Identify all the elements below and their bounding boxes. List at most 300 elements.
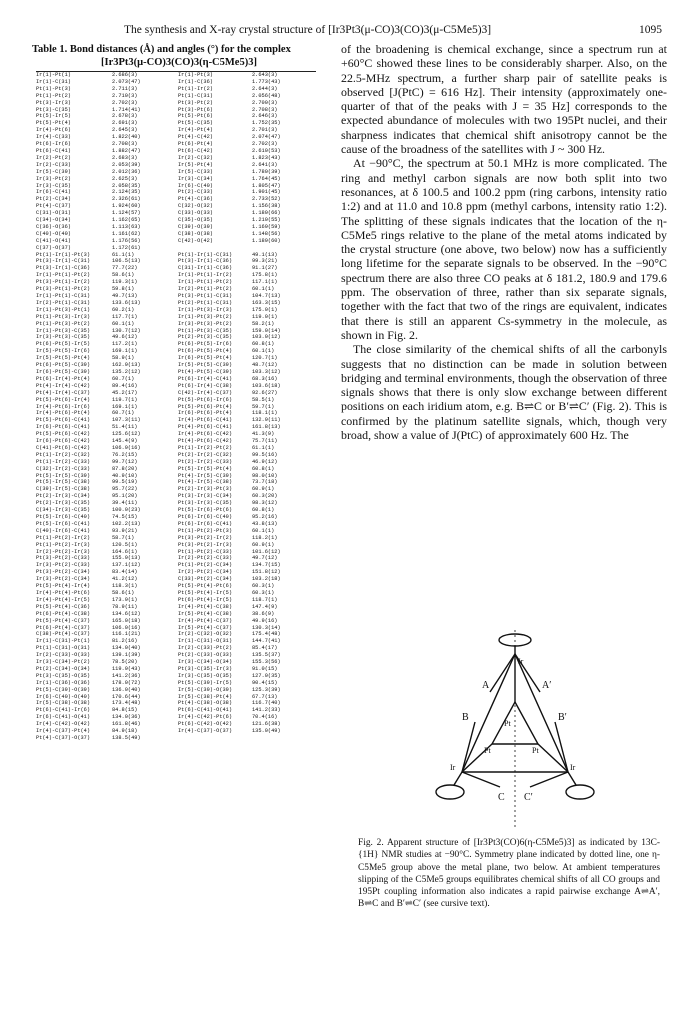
table-cell: Ir(2)-C(32)-O(32) bbox=[178, 631, 233, 638]
table-cell: 48.7(12) bbox=[252, 362, 278, 369]
bond-distance-rows bbox=[36, 72, 318, 252]
table-cell: 159.0(14) bbox=[252, 327, 281, 334]
table-cell: Pt(6)-Pt(5)-Ir(5) bbox=[36, 341, 91, 348]
table-cell: 60.7(1) bbox=[112, 410, 135, 417]
table-cell: 117.2(1) bbox=[112, 341, 138, 348]
label-a-prime: A′ bbox=[542, 680, 552, 691]
table-cell: Ir(3)-Pt(2)-C(33) bbox=[36, 562, 91, 569]
table-cell: Ir(3)-C(34)-O(34) bbox=[178, 659, 233, 666]
table-cell: 144.7(41) bbox=[252, 638, 281, 645]
table-cell: 59.7(1) bbox=[252, 403, 275, 410]
angle-table-row bbox=[36, 355, 318, 362]
table-cell: Pt(6)-Pt(4) bbox=[178, 141, 213, 148]
table-cell: 141.2(33) bbox=[252, 707, 281, 714]
table-cell: 120.5(1) bbox=[112, 541, 138, 548]
table-cell: Pt(5)-Ir(6)-C(41) bbox=[36, 520, 91, 527]
table-cell: Ir(1)-Pt(3) bbox=[178, 72, 213, 78]
angle-table-row bbox=[36, 341, 318, 348]
table-cell bbox=[252, 735, 318, 742]
table-cell: 117.1(1) bbox=[252, 279, 278, 286]
label-ir-2: Ir bbox=[450, 763, 456, 772]
table-cell: Pt(1)-Ir(2)-C(33) bbox=[36, 458, 91, 465]
table-cell: Pt(5)-Ir(5) bbox=[36, 113, 71, 120]
table-cell: 90.4(15) bbox=[252, 679, 278, 686]
table-cell: 1.162(65) bbox=[112, 217, 141, 224]
table-cell: Ir(1)-Pt(1)-Ir(2) bbox=[178, 272, 233, 279]
table-cell: Pt(4)-C(37)-O(37) bbox=[36, 735, 91, 741]
figure-2-structure bbox=[420, 622, 610, 832]
label-pt-1: Pt bbox=[504, 719, 511, 728]
table-cell: Ir(2)-Pt(2)-C(33) bbox=[178, 555, 233, 562]
table-cell: 78.9(11) bbox=[112, 603, 138, 610]
angle-table-row bbox=[36, 272, 318, 279]
table-cell: 2.641(3) bbox=[252, 161, 278, 168]
angle-table-row bbox=[36, 611, 318, 618]
table-cell: 68.3(16) bbox=[252, 375, 278, 382]
distance-table-row bbox=[36, 120, 318, 127]
angle-table-row bbox=[36, 417, 318, 424]
table-cell: 1.210(55) bbox=[252, 217, 281, 224]
angle-table-row bbox=[36, 638, 318, 645]
table-cell: Pt(2)-C(34)-O(34) bbox=[36, 665, 91, 672]
table-cell: 91.0(15) bbox=[252, 665, 278, 672]
table-cell: Pt(5)-Ir(6)-C(40) bbox=[36, 514, 91, 520]
angle-table-row bbox=[36, 631, 318, 638]
table-cell: Ir(5)-C(38)-O(38) bbox=[36, 700, 91, 707]
angle-table-row bbox=[36, 604, 318, 611]
table-cell: 119.9(43) bbox=[112, 665, 141, 672]
table-cell: 49.6(12) bbox=[112, 334, 138, 341]
angle-table-row bbox=[36, 576, 318, 583]
table-cell: 91.1(27) bbox=[252, 265, 278, 272]
table-cell: 76.2(15) bbox=[112, 451, 138, 458]
angle-table-row bbox=[36, 376, 318, 383]
table-cell: Ir(6)-C(40) bbox=[178, 182, 213, 189]
table-cell: Pt(5)-Pt(6) bbox=[178, 113, 213, 120]
table-cell: 83.4(14) bbox=[112, 569, 138, 576]
table-cell: 103.3(12) bbox=[252, 368, 281, 375]
table-cell: Pt(5)-Pt(6)-Ir(4) bbox=[36, 396, 91, 403]
table-cell: Pt(5)-Pt(6)-C(41) bbox=[36, 417, 91, 424]
table-cell: 1.714(41) bbox=[112, 106, 141, 113]
table-cell: Pt(6)-Pt(4)-C(38) bbox=[36, 610, 91, 617]
table-cell: 165.0(18) bbox=[112, 617, 141, 624]
angle-table-row bbox=[36, 555, 318, 562]
table-cell: Ir(6)-Pt(5)-Pt(4) bbox=[178, 355, 233, 362]
table-cell: Pt(5)-Pt(4)-Ir(4) bbox=[36, 583, 91, 590]
table-cell: C(32)-Ir(2)-C(33) bbox=[36, 465, 91, 472]
table-cell: Ir(4)-Pt(4)-Ir(5) bbox=[36, 596, 91, 603]
table-cell: Ir(5)-Pt(5)-Pt(4) bbox=[36, 355, 91, 362]
angle-table-row bbox=[36, 528, 318, 535]
angle-table-row bbox=[36, 431, 318, 438]
table-cell: 99.5(19) bbox=[112, 479, 138, 486]
table-cell: C(37)-O(37) bbox=[36, 244, 71, 251]
angle-table-row bbox=[36, 652, 318, 659]
table-cell: 38.6(9) bbox=[252, 610, 275, 617]
table-cell: Pt(6)-C(42)-O(42) bbox=[178, 721, 233, 728]
table-cell: 67.7(13) bbox=[252, 693, 278, 700]
table-cell: 1.124(57) bbox=[112, 210, 141, 217]
table-cell: 1.172(61) bbox=[112, 244, 141, 251]
table-cell: Pt(1)-Ir(1)-Pt(3) bbox=[36, 251, 91, 258]
angle-table-row bbox=[36, 466, 318, 473]
table-cell: Pt(3)-Ir(3)-C(35) bbox=[178, 500, 233, 507]
table-cell: Pt(5)-Pt(4)-C(36) bbox=[36, 603, 91, 610]
angle-table-row bbox=[36, 328, 318, 335]
table-cell: Pt(3)-Pt(2)-C(34) bbox=[36, 569, 91, 576]
table-cell: 89.4(16) bbox=[112, 382, 138, 389]
table-cell: 175.4(48) bbox=[252, 631, 281, 638]
table-cell: 173.4(48) bbox=[112, 700, 141, 707]
angle-table-row bbox=[36, 459, 318, 466]
angle-table-row bbox=[36, 265, 318, 272]
table-cell: 60.8(1) bbox=[252, 341, 275, 348]
table-cell: Pt(1)-Pt(3)-C(35) bbox=[178, 327, 233, 334]
table-cell: 2.710(3) bbox=[112, 92, 138, 99]
table-cell: 60.7(1) bbox=[112, 375, 135, 382]
table-cell: 161.8(46) bbox=[112, 721, 141, 728]
table-cell: Pt(6)-Ir(6) bbox=[36, 141, 71, 148]
table-cell: Ir(6)-Pt(6)-C(42) bbox=[36, 438, 91, 445]
distance-table-row bbox=[36, 127, 318, 134]
table-cell: 2.124(35) bbox=[112, 189, 141, 196]
angle-table-row bbox=[36, 383, 318, 390]
table-cell: C(34)-Ir(3)-C(35) bbox=[36, 507, 91, 514]
table-cell: Pt(1)-Pt(3)-Pt(2) bbox=[36, 320, 91, 327]
table-cell: 163.3(15) bbox=[252, 299, 281, 306]
table-cell: Ir(5)-C(33) bbox=[178, 168, 213, 175]
table-cell: 78.5(20) bbox=[112, 659, 138, 666]
table-cell: Pt(1)-C(31)-O(31) bbox=[36, 645, 91, 652]
distance-table-row bbox=[36, 203, 318, 210]
table-cell: Pt(6)-Ir(4)-Pt(4) bbox=[36, 375, 91, 382]
table-cell: 2.733(52) bbox=[252, 196, 281, 203]
table-cell: 1.189(60) bbox=[252, 237, 281, 244]
page-header bbox=[42, 24, 662, 38]
table-cell: Pt(4)-Ir(5)-C(39) bbox=[178, 472, 233, 479]
table-cell: 75.7(11) bbox=[252, 438, 278, 445]
angle-table-row bbox=[36, 348, 318, 355]
table-cell bbox=[178, 735, 252, 742]
table-cell: 2.678(3) bbox=[112, 113, 138, 120]
angle-table-row bbox=[36, 362, 318, 369]
table-cell: Pt(2)-Ir(3)-Pt(3) bbox=[178, 486, 233, 493]
table-cell: Ir(6)-Pt(6)-C(41) bbox=[36, 424, 91, 431]
table-cell: Ir(1)-Pt(1)-C(31) bbox=[36, 293, 91, 299]
angle-table-row bbox=[36, 300, 318, 307]
table-cell: Pt(3)-Ir(1)-C(36) bbox=[36, 265, 91, 272]
table-cell: Pt(3)-C(35) bbox=[36, 106, 71, 113]
table-cell: 104.7(13) bbox=[252, 293, 281, 299]
table-cell: Ir(4)-Pt(6)-C(41) bbox=[178, 417, 233, 424]
table-cell: Ir(6)-C(40)-O(40) bbox=[36, 693, 91, 700]
table-cell: 106.9(16) bbox=[112, 444, 141, 451]
label-ir-1: Ir bbox=[518, 657, 524, 666]
table-cell: 58.5(1) bbox=[252, 396, 275, 403]
table-cell: 60.8(1) bbox=[252, 465, 275, 472]
table-cell: Pt(4)-Pt(5)-C(39) bbox=[178, 368, 233, 375]
table-cell: 145.4(9) bbox=[112, 438, 138, 445]
distance-table-row bbox=[36, 141, 318, 148]
table-cell: 39.4(11) bbox=[112, 500, 138, 507]
figure-2-caption: Fig. 2. Apparent structure of [Ir3Pt3(CO)6(η-C5Me5)3] as indicated by 13C-{1H} NMR studies at −90°C. Symmetry plane indicated by dotted line, one η-C5Me5 group above the metal plane, two below. At ambient temperatures slipping of the C5Me5 groups equilibrates chemical shifts of all CO groups and 195Pt coupling information also indicates a rapid pairwise exchange A⇌A′, B⇌C and B′⇌C′ (see cursive text). bbox=[358, 838, 660, 910]
table-cell: Ir(3)-C(34)-Pt(2) bbox=[36, 659, 91, 666]
table-cell: C(40)-Ir(6)-C(41) bbox=[36, 527, 91, 534]
table-cell: 132.9(11) bbox=[252, 417, 281, 424]
angle-table-row bbox=[36, 687, 318, 694]
table-cell: Pt(3)-Ir(3) bbox=[36, 99, 71, 106]
table-cell: 98.0(10) bbox=[252, 472, 278, 479]
angle-table-row bbox=[36, 618, 318, 625]
angle-table-row bbox=[36, 666, 318, 673]
table-cell: 1.822(40) bbox=[112, 134, 141, 141]
distance-table-row bbox=[36, 224, 318, 231]
table-cell: 169.1(1) bbox=[112, 348, 138, 355]
table-cell: Ir(4)-Pt(6)-C(42) bbox=[178, 431, 233, 438]
table-cell: 99.3(21) bbox=[252, 258, 278, 265]
angle-table-row bbox=[36, 410, 318, 417]
table-cell: 134.0(36) bbox=[112, 714, 141, 721]
table-cell: 170.6(44) bbox=[112, 693, 141, 700]
table-cell: 134.0(40) bbox=[112, 645, 141, 652]
page-number: 1095 bbox=[639, 24, 662, 36]
table-cell: 2.700(3) bbox=[252, 99, 278, 106]
table-cell: 1.176(56) bbox=[112, 237, 141, 244]
table-cell: 147.4(9) bbox=[252, 603, 278, 610]
table-cell: Ir(3)-Pt(3)-Pt(2) bbox=[178, 320, 233, 327]
table-cell: Pt(2)-C(33) bbox=[178, 189, 213, 196]
table-cell: Pt(6)-C(41)-Ir(6) bbox=[36, 707, 91, 714]
angle-table-row bbox=[36, 714, 318, 721]
table-cell: 60.9(1) bbox=[252, 486, 275, 493]
table-cell: Pt(5)-Ir(5)-C(39) bbox=[36, 472, 91, 479]
table-cell: 2.686(3) bbox=[112, 72, 138, 78]
structure-diagram bbox=[420, 622, 610, 832]
table-cell: 1.882(47) bbox=[112, 147, 141, 154]
table-cell: 98.3(12) bbox=[252, 500, 278, 507]
table-cell: Ir(2)-C(32) bbox=[178, 154, 213, 161]
table-cell: 100.0(23) bbox=[112, 507, 141, 514]
table-cell: 2.691(3) bbox=[112, 120, 138, 127]
table-cell: 2.711(3) bbox=[112, 85, 138, 92]
table-cell: Pt(3)-Ir(1)-C(36) bbox=[178, 258, 233, 265]
table-cell: 1.764(45) bbox=[252, 175, 281, 182]
table-cell: Pt(1)-Pt(3)-Ir(3) bbox=[36, 313, 91, 320]
table-cell: Pt(6)-Ir(6)-C(41) bbox=[178, 520, 233, 527]
table-cell: C(31)-Ir(1)-C(36) bbox=[178, 265, 233, 272]
table-cell: 1.780(39) bbox=[252, 168, 281, 175]
table-cell: 116.7(40) bbox=[252, 700, 281, 707]
table-cell: Ir(2)-Pt(2) bbox=[36, 154, 71, 161]
table-cell: 46.9(12) bbox=[252, 458, 278, 465]
table-cell: Pt(6)-Pt(4)-Ir(5) bbox=[178, 596, 233, 603]
distance-table-row bbox=[36, 113, 318, 120]
table-cell: 2.058(35) bbox=[112, 182, 141, 189]
table-cell: Pt(1)-Pt(3) bbox=[36, 85, 71, 92]
table-cell: 103.2(18) bbox=[252, 576, 281, 583]
table-cell: 102.2(13) bbox=[112, 520, 141, 527]
distance-table-row bbox=[36, 86, 318, 93]
table-cell: 1.901(45) bbox=[252, 189, 281, 196]
table-cell: Ir(3)-Pt(2)-C(34) bbox=[36, 576, 91, 583]
table-cell: Pt(6)-C(42) bbox=[178, 147, 213, 154]
table-cell bbox=[252, 245, 318, 252]
table-cell: 151.8(12) bbox=[252, 569, 281, 576]
table-cell: Pt(5)-Pt(6)-Ir(6) bbox=[178, 396, 233, 403]
table-cell: C(31)-O(31) bbox=[36, 210, 71, 217]
table-cell: 1.773(43) bbox=[252, 78, 281, 85]
table-cell: Pt(5)-Pt(4)-Ir(5) bbox=[178, 589, 233, 596]
table-cell: 95.2(16) bbox=[252, 514, 278, 520]
bond-angle-rows bbox=[36, 252, 318, 742]
angle-table-row bbox=[36, 334, 318, 341]
table-cell: Pt(5)-C(39)-Ir(5) bbox=[178, 679, 233, 686]
label-pt-2: Pt bbox=[484, 746, 491, 755]
table-cell: 136.0(40) bbox=[112, 686, 141, 693]
table-cell: 134.7(15) bbox=[252, 562, 281, 569]
table-cell: Ir(4)-Pt(6)-Ir(6) bbox=[36, 403, 91, 410]
table-cell: Ir(1)-Pt(1)-Pt(2) bbox=[36, 272, 91, 279]
table-cell: 43.8(13) bbox=[252, 520, 278, 527]
table-cell: C(41)-Pt(6)-C(42) bbox=[36, 444, 91, 451]
table-cell: 99.5(16) bbox=[252, 451, 278, 458]
table-cell: 60.1(1) bbox=[252, 527, 275, 534]
angle-table-row bbox=[36, 673, 318, 680]
table-cell: Ir(1)-C(36) bbox=[178, 78, 213, 85]
distance-table-row bbox=[36, 93, 318, 100]
table-cell: Pt(3)-Pt(1)-Pt(2) bbox=[36, 286, 91, 293]
table-cell: 162.9(13) bbox=[112, 362, 141, 369]
table-cell: 155.9(13) bbox=[112, 555, 141, 562]
angle-table-row bbox=[36, 500, 318, 507]
table-cell: Ir(4)-Pt(6) bbox=[36, 127, 71, 134]
table-cell: 2.683(3) bbox=[112, 154, 138, 161]
table-cell: 2.708(3) bbox=[112, 141, 138, 148]
table-cell: Pt(2)-C(33)-O(33) bbox=[178, 652, 233, 659]
distance-table-row bbox=[36, 189, 318, 196]
table-cell: C(33)-Pt(2)-C(34) bbox=[178, 576, 233, 583]
table-cell: 118.2(1) bbox=[252, 534, 278, 541]
distance-table-row bbox=[36, 72, 318, 79]
table-cell: 1.752(35) bbox=[252, 120, 281, 127]
angle-table-row bbox=[36, 700, 318, 707]
label-pt-3: Pt bbox=[532, 746, 539, 755]
table-cell: 1.924(60) bbox=[112, 203, 141, 210]
table-cell: 120.7(1) bbox=[252, 355, 278, 362]
table-cell: 175.0(1) bbox=[252, 306, 278, 313]
table-cell: 2.702(3) bbox=[252, 141, 278, 148]
table-cell: Ir(2)-Pt(2)-Ir(3) bbox=[36, 548, 91, 555]
table-cell: 49.7(12) bbox=[252, 555, 278, 562]
table-cell: Ir(4)-Pt(6)-Pt(4) bbox=[36, 410, 91, 417]
table-cell: 81.2(16) bbox=[112, 638, 138, 645]
bond-table-column bbox=[26, 44, 332, 742]
table-cell: 138.5(49) bbox=[112, 735, 141, 741]
table-cell: Ir(2)-C(33)-Pt(2) bbox=[178, 645, 233, 652]
table-cell: 2.610(53) bbox=[252, 147, 281, 154]
table-cell: Pt(4)-C(42) bbox=[178, 134, 213, 141]
body-paragraph-2: At −90°C, the spectrum at 50.1 MHz is more complicated. The ring and methyl carbon signals are now both split into two resonances, at δ 100.5 and 100.2 ppm (ring carbons, intensity ratio 1:2) and at 11.0 and 10.8 ppm (methyl carbons, intensity ratio 1:2). The splitting of these signals indicates that the location of the η-C5Me5 rings relative to the plane of the metal atoms indicated by the crystal structure (one above, two below) now has a sufficiently long lifetime for the separate signals to be observed. In the −90°C spectrum there are also three CO peaks at δ 181.2, 180.9 and 179.6 ppm. The observation of three, rather than six separate signals, together with the fact that two of the rings are equivalent, indicates that there is still an apparent Cs-symmetry in the molecule, as shown in Fig. 2. bbox=[341, 156, 667, 342]
table-cell: Ir(2)-Pt(2)-C(34) bbox=[178, 569, 233, 576]
table-cell: Pt(6)-C(41)-O(41) bbox=[178, 707, 233, 714]
table-cell: Pt(3)-Ir(1)-C(31) bbox=[36, 258, 91, 265]
table-cell: C(38)-O(38) bbox=[178, 230, 213, 237]
table-cell: Ir(6)-C(41)-O(41) bbox=[36, 714, 91, 721]
table-cell: 178.0(72) bbox=[112, 679, 141, 686]
angle-table-row bbox=[36, 721, 318, 728]
table-cell: Ir(3)-Pt(3)-C(35) bbox=[36, 334, 91, 341]
body-paragraph-3: The close similarity of the chemical shifts of all the carbonyls suggests that no distinction can be made in solution between bridging and terminal environments, though the observation of three signals shows that there is only slow exchange between different positions on each iridium atom, e.g. B⇌C or B′⇌C′ (Fig. 2). This is confirmed by the platinum satellite signals, which, though very broad, show a value of J(PtC) of approximately 600 Hz. The bbox=[341, 342, 667, 443]
table-cell: Ir(1)-Pt(3)-C(35) bbox=[36, 327, 91, 334]
table-cell: 1.113(63) bbox=[112, 223, 141, 230]
table-cell: 41.3(9) bbox=[252, 431, 275, 438]
table-cell: Pt(2)-Ir(3)-C(34) bbox=[36, 493, 91, 500]
table-cell: Ir(5)-C(38)-Pt(4) bbox=[178, 693, 233, 700]
table-cell: Ir(1)-Pt(3)-Pt(1) bbox=[36, 306, 91, 313]
table-cell: Pt(6)-Ir(4)-C(38) bbox=[178, 382, 233, 389]
label-a: A bbox=[482, 680, 490, 691]
table-cell: Pt(4)-Pt(6)-C(41) bbox=[178, 424, 233, 431]
table-cell: 1.805(47) bbox=[252, 182, 281, 189]
body-paragraph-1: of the broadening is chemical exchange, since a spectrum run at +60°C showed these lines to be considerably sharper. Also, on the 22.5-MHz spectrum, a further sharp pair of satellite peaks is observed [J(PtC) = 616 Hz]. Their intensity (approximately one-quarter of that of the peaks with J = 35 Hz] corresponds to the expected abundance of molecules with two 195Pt nuclei, and their sharpness indicates that chemical shift anisotropy cannot be the cause of the broadness of the satellites with J ~ 300 Hz. bbox=[341, 42, 667, 157]
table-cell: 2.326(61) bbox=[112, 196, 141, 203]
table-cell: Ir(5)-Pt(4)-C(37) bbox=[178, 624, 233, 631]
angle-table-row bbox=[36, 562, 318, 569]
table-cell: Ir(1)-C(31)-O(31) bbox=[178, 638, 233, 645]
table-cell: Ir(3)-C(35)-O(35) bbox=[178, 672, 233, 679]
table-cell: Ir(6)-Pt(5)-C(39) bbox=[36, 368, 91, 375]
label-c-prime: C′ bbox=[524, 792, 533, 803]
table-cell: Ir(5)-Pt(5)-C(39) bbox=[178, 362, 233, 369]
angle-table-row bbox=[36, 735, 318, 742]
table-cell: Ir(4)-C(33) bbox=[36, 134, 71, 141]
angle-table-row bbox=[36, 659, 318, 666]
table-cell: Ir(4)-Pt(4)-C(37) bbox=[178, 617, 233, 624]
table-cell: 99.7(12) bbox=[112, 458, 138, 465]
table-cell: Ir(5)-Pt(4) bbox=[178, 161, 213, 168]
distance-table-row bbox=[36, 245, 318, 252]
table-cell: Pt(3)-Pt(1)-C(31) bbox=[178, 293, 233, 299]
table-cell: Pt(3)-Pt(1)-Ir(2) bbox=[36, 279, 91, 286]
table-cell: Ir(4)-C(37)-Pt(4) bbox=[36, 728, 91, 735]
table-cell: 116.1(21) bbox=[112, 631, 141, 638]
table-cell: 161.8(13) bbox=[252, 424, 281, 431]
label-c: C bbox=[498, 792, 505, 803]
table-cell: 41.2(12) bbox=[112, 576, 138, 583]
table-cell: Pt(1)-Pt(2)-C(33) bbox=[178, 548, 233, 555]
cp-ring-left bbox=[436, 785, 464, 799]
angle-table-row bbox=[36, 535, 318, 542]
table-cell: 45.2(17) bbox=[112, 389, 138, 396]
table-cell: Pt(1)-Ir(2) bbox=[178, 85, 213, 92]
table-cell: C(39)-Ir(5)-C(38) bbox=[36, 486, 91, 493]
table-cell: Pt(1)-Pt(2)-Ir(2) bbox=[36, 534, 91, 541]
distance-table-row bbox=[36, 107, 318, 114]
table-cell: Pt(5)-Ir(6)-Pt(6) bbox=[178, 507, 233, 514]
table-cell: Ir(4)-Pt(4)-Pt(6) bbox=[36, 589, 91, 596]
table-cell: Pt(6)-Ir(6)-C(40) bbox=[178, 514, 233, 520]
table-cell: 58.6(1) bbox=[112, 589, 135, 596]
table-cell: 135.5(37) bbox=[252, 652, 281, 659]
angle-table-row bbox=[36, 390, 318, 397]
table-cell: 2.053(39) bbox=[112, 161, 141, 168]
table-cell: 2.056(48) bbox=[252, 92, 281, 99]
table-cell: Pt(1)-Pt(2)-Pt(3) bbox=[178, 527, 233, 534]
table-cell: 61.1(1) bbox=[112, 251, 135, 258]
table-cell: Ir(3)-Pt(2) bbox=[36, 175, 71, 182]
table-cell: Pt(1)-Ir(2)-C(32) bbox=[36, 451, 91, 458]
